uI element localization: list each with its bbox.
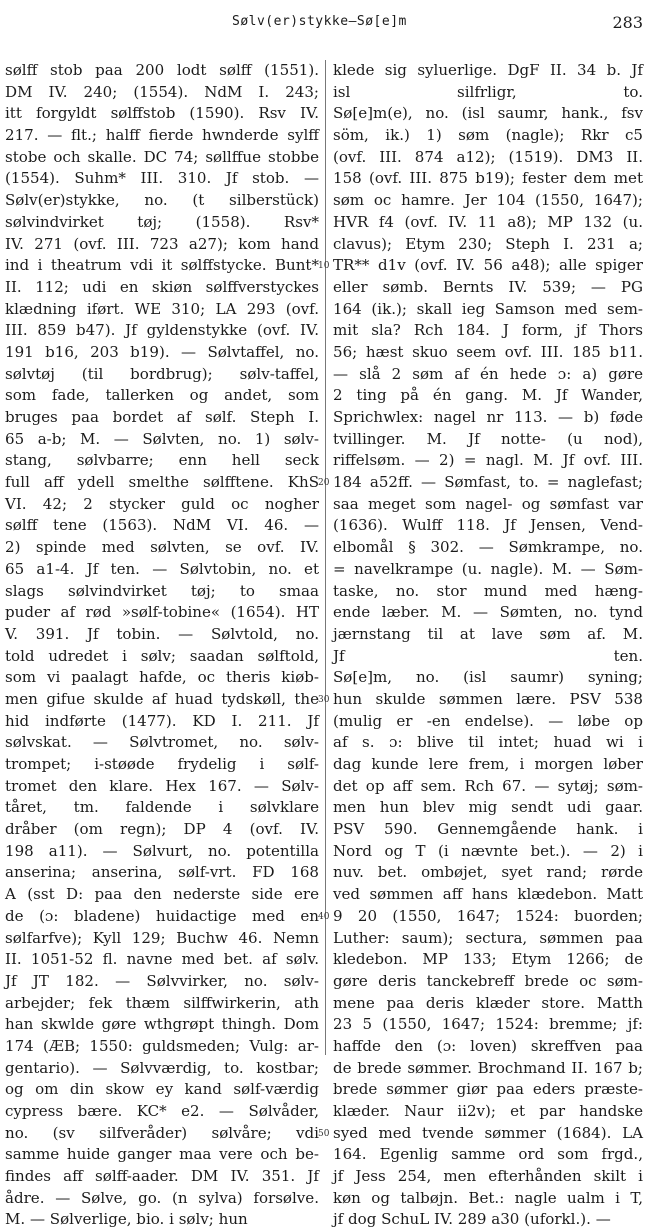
line-number-marker: 50 [318,1129,330,1140]
text-line: 9 20 (1550, 1647; 1524: buorden; [333,906,643,925]
text-line: isl silfrligr, to. [333,82,643,101]
text-line: sølvindvirket tøj; (1558). Rsv* [5,212,319,231]
text-line: itt forgyldt sølffstob (1590). Rsv IV. [5,104,319,123]
text-line: A (sst D: paa den nederste side ere [5,885,319,904]
text-line: ved sømmen aff hans klædebon. Matt [333,885,643,904]
line-number-marker: 20 [318,478,330,489]
text-line: full aff ydell smelthe sølfftene. KhS [5,473,319,492]
text-line: II. 112; udi en skiøn sølffverstyckes [5,277,319,296]
text-line: 174 (ÆB; 1550: guldsmeden; Vulg: ar- [5,1036,319,1055]
text-line: slags sølvindvirket tøj; to smaa [5,581,319,600]
text-line: han skwlde gøre wthgrøpt thingh. Dom [5,1015,319,1034]
text-line: 2 ting på én gang. M. Jf Wander, [333,386,643,405]
text-line: 158 (ovf. III. 875 b19); fester dem met [333,169,643,188]
text-line: (ovf. III. 874 a12); (1519). DM3 II. [333,147,643,166]
text-line: Sølv(er)stykke, no. (t silberstück) [5,191,319,210]
text-line: 56; hæst skuo seem ovf. III. 185 b11. [333,342,643,361]
text-line: bruges paa bordet af sølf. Steph I. [5,408,319,426]
text-line: syed med tvende sømmer (1684). LA [333,1123,643,1142]
running-head: Sølv(er)stykke—Sø[e]m [232,14,407,29]
text-line: klæder. Naur ii2v); et par handske [333,1102,643,1120]
text-line: brede sømmer giør paa eders præste- [333,1080,643,1099]
text-line: V. 391. Jf tobin. — Sølvtold, no. [5,624,319,643]
text-line: sølvtøj (til bordbrug); sølv-taffel, [5,364,319,383]
text-line: haffde den (ɔ: loven) skreffven paa [333,1036,643,1055]
text-line: findes aff sølff-aader. DM IV. 351. Jf [5,1167,319,1186]
text-line: som fade, tallerken og andet, som [5,386,319,405]
text-line: 2) spinde med sølvten, se ovf. IV. [5,538,319,557]
text-line: stobe och skalle. DC 74; søllffue stobbe [5,147,319,166]
text-line: told udredet i sølv; saadan sølftold, [5,646,319,665]
text-line: ende læber. M. — Sømten, no. tynd [333,603,643,622]
text-line: taske, no. stor mund med hæng- [333,581,643,600]
text-line: arbejder; fek thæm silffwirkerin, ath [5,993,319,1012]
text-line: de (ɔ: bladene) huidactige med en [5,906,319,925]
text-line: clavus); Etym 230; Steph I. 231 a; [333,234,643,253]
text-line: TR** d1v (ovf. IV. 56 a48); alle spiger [333,256,643,275]
text-line: jf Jess 254, men efterhånden skilt i [333,1167,643,1186]
text-line: 164. Egenlig samme ord som frgd., [333,1145,643,1164]
text-line: tåret, tm. faldende i sølvklare [5,798,319,817]
text-line: Sprichwlex: nagel nr 113. — b) føde [333,408,643,426]
text-line: Sø[e]m, no. (isl saumr) syning; [333,668,643,687]
text-line: klædning iført. WE 310; LA 293 (ovf. [5,299,319,318]
line-number-marker: 40 [318,912,330,923]
text-line: og om din skow ey kand sølf-værdig [5,1080,319,1099]
text-line: ådre. — Sølve, go. (n sylva) forsølve. [5,1188,319,1207]
text-line: (mulig er -en endelse). — løbe op [333,711,643,730]
text-line: sølvskat. — Sølvtromet, no. sølv- [5,733,319,752]
left-column [5,60,319,1231]
text-line: jf dog SchuL IV. 289 a30 (uforkl.). — [333,1210,611,1229]
text-line: jærnstang til at lave søm af. M. [333,624,643,643]
text-line: stang, sølvbarre; enn hell seck [5,451,319,470]
text-line: 65 a-b; M. — Sølvten, no. 1) sølv- [5,429,319,448]
text-line: 65 a1-4. Jf ten. — Sølvtobin, no. et [5,559,319,578]
text-line: trompet; i-støøde frydelig i sølf- [5,755,319,773]
text-line: DM IV. 240; (1554). NdM I. 243; [5,82,319,101]
text-line: klede sig syluerlige. DgF II. 34 b. Jf [333,61,643,79]
text-line: kledebon. MP 133; Etym 1266; de [333,950,643,969]
text-line: 217. — flt.; halff fierde hwnderde sylff [5,126,319,145]
text-line: 164 (ik.); skall ieg Samson med sem- [333,299,643,318]
text-line: mene paa deris klæder store. Matth [333,993,643,1012]
text-line: gøre deris tanckebreff brede oc søm- [333,971,643,990]
text-line: HVR f4 (ovf. IV. 11 a8); MP 132 (u. [333,212,643,231]
text-line: ind i theatrum vdi it sølffstycke. Bunt* [5,256,319,275]
text-line: saa meget som nagel- og sømfast var [333,494,643,513]
line-number-marker: 10 [318,261,330,272]
text-line: III. 859 b47). Jf gyldenstykke (ovf. IV. [5,321,319,340]
column-divider [325,60,326,1055]
text-line: Sø[e]m(e), no. (isl saumr, hank., fsv [333,104,643,123]
text-line: af s. ɔ: blive til intet; huad wi i [333,733,643,752]
text-line: Luther: saum); sectura, sømmen paa [333,928,643,947]
text-line: = navelkrampe (u. nagle). M. — Søm- [333,559,643,578]
text-line: II. 1051-52 fl. navne med bet. af sølv. [5,950,319,969]
text-line: eller sømb. Bernts IV. 539; — PG [333,277,643,296]
text-line: sølff tene (1563). NdM VI. 46. — [5,516,319,535]
text-line: køn og talbøjn. Bet.: nagle ualm i T, [333,1188,643,1207]
page-header [0,14,657,38]
text-line: det op aff sem. Rch 67. — sytøj; søm- [333,776,643,795]
line-number-marker: 30 [318,695,330,706]
text-line: men gifue skulde af huad tydskøll, the [5,689,319,708]
text-line: söm, ik.) 1) søm (nagle); Rkr c5 [333,126,643,145]
text-line: cypress bære. KC* e2. — Sølvåder, [5,1102,319,1120]
text-line: gentario). — Sølvværdig, to. kostbar; [5,1058,319,1077]
right-column [333,60,643,1231]
text-line: mit sla? Rch 184. J form, jf Thors [333,321,643,340]
text-line: hun skulde sømmen lære. PSV 538 [333,689,643,708]
text-line: 198 a11). — Sølvurt, no. potentilla [5,841,319,860]
text-line: Jf JT 182. — Sølvvirker, no. sølv- [5,971,319,990]
text-line: dråber (om regn); DP 4 (ovf. IV. [5,820,319,839]
text-line: samme huide ganger maa vere och be- [5,1145,319,1164]
text-line: riffelsøm. — 2) = nagl. M. Jf ovf. III. [333,451,643,470]
text-line: PSV 590. Gennemgående hank. i [333,820,643,839]
text-line: IV. 271 (ovf. III. 723 a27); kom hand [5,234,319,253]
text-line: Nord og T (i nævnte bet.). — 2) i [333,841,643,860]
page-number: 283 [612,13,643,32]
text-line: de brede sømmer. Brochmand II. 167 b; [333,1058,643,1077]
text-line: (1554). Suhm* III. 310. Jf stob. — [5,169,319,188]
text-line: sølfarfve); Kyll 129; Buchw 46. Nemn [5,928,319,947]
text-line: — slå 2 søm af én hede ɔ: a) gøre [333,364,643,383]
text-line: VI. 42; 2 stycker guld oc nogher [5,494,319,513]
text-line: puder af rød »sølf-tobine« (1654). HT [5,603,319,622]
text-line: Jf ten. [333,646,643,665]
text-line: no. (sv silfveråder) sølvåre; vdi [5,1123,319,1142]
text-line: (1636). Wulff 118. Jf Jensen, Vend- [333,516,643,535]
text-line: anserina; anserina, sølf-vrt. FD 168 [5,863,319,882]
text-line: elbomål § 302. — Sømkrampe, no. [333,538,643,557]
text-line: søm oc hamre. Jer 104 (1550, 1647); [333,191,643,210]
text-line: 184 a52ff. — Sømfast, to. = naglefast; [333,473,643,492]
text-line: hid indførte (1477). KD I. 211. Jf [5,711,319,730]
text-line: sølff stob paa 200 lodt sølff (1551). [5,61,319,79]
text-line: nuv. bet. ombøjet, syet rand; rørde [333,863,643,882]
text-line: tvillinger. M. Jf notte- (u nod), [333,429,643,448]
text-line: M. — Sølverlige, bio. i sølv; hun [5,1210,248,1229]
text-line: 23 5 (1550, 1647; 1524: bremme; jf: [333,1015,643,1034]
text-line: men hun blev mig sendt udi gaar. [333,798,643,817]
text-line: tromet den klare. Hex 167. — Sølv- [5,776,319,795]
text-line: 191 b16, 203 b19). — Sølvtaffel, no. [5,342,319,361]
text-line: dag kunde lere frem, i morgen løber [333,755,643,773]
text-line: som vi paalagt hafde, oc theris kiøb- [5,668,319,687]
